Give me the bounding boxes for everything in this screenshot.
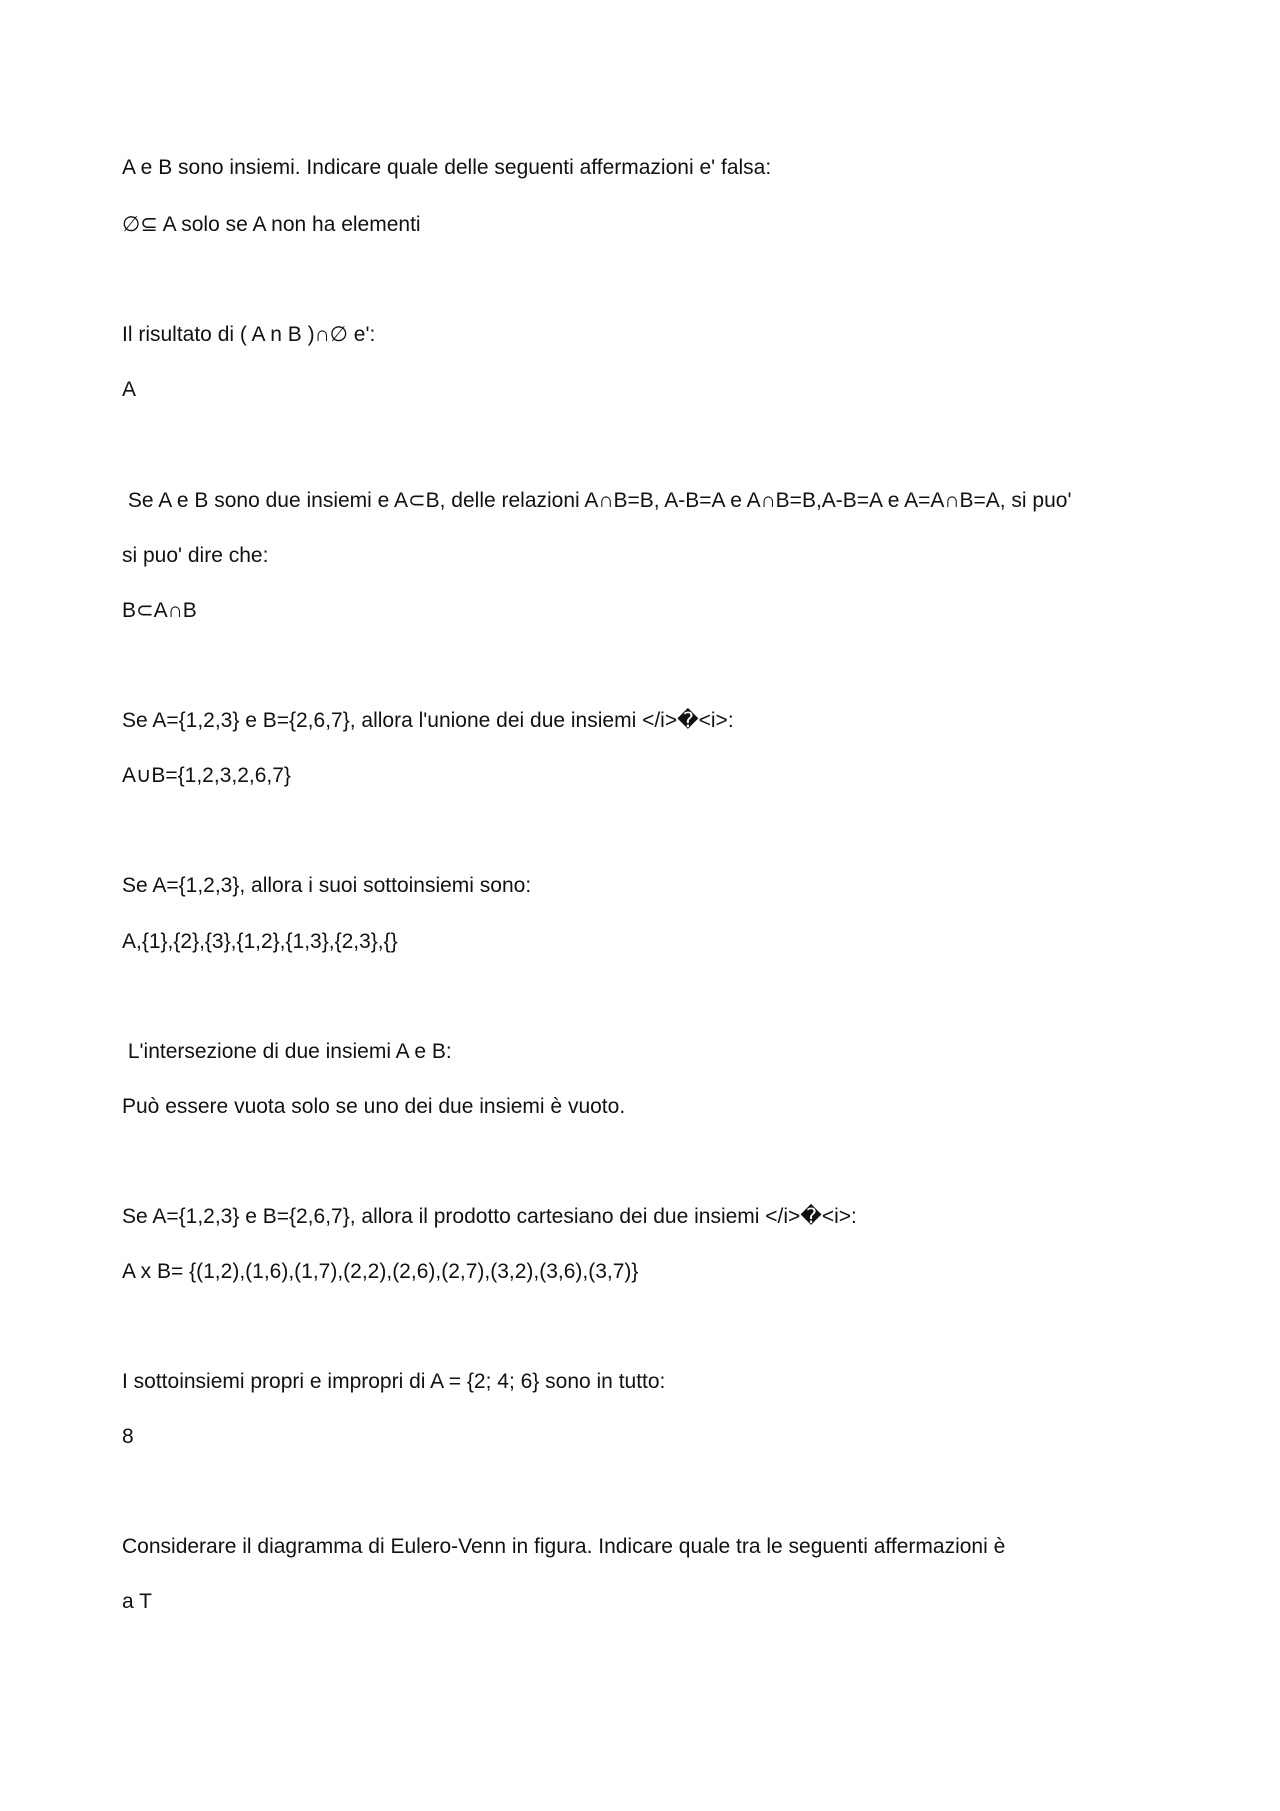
answer-1: ∅⊆ A solo se A non ha elementi <box>122 213 421 236</box>
question-5: Se A={1,2,3}, allora i suoi sottoinsiemi sono: <box>122 874 532 897</box>
answer-4: A∪B={1,2,3,2,6,7} <box>122 764 291 787</box>
question-7: Se A={1,2,3} e B={2,6,7}, allora il prodotto cartesiano dei due insiemi </i>�<i>: <box>122 1205 857 1228</box>
question-3-continued: si puo' dire che: <box>122 544 269 567</box>
answer-2: A <box>122 378 137 401</box>
answer-8: 8 <box>122 1425 134 1448</box>
answer-7: A x B= {(1,2),(1,6),(1,7),(2,2),(2,6),(2,7),(3,2),(3,6),(3,7)} <box>122 1260 639 1283</box>
question-2: Il risultato di ( A n B )∩∅ e': <box>122 323 376 346</box>
answer-6: Può essere vuota solo se uno dei due insiemi è vuoto. <box>122 1095 626 1118</box>
question-8: I sottoinsiemi propri e impropri di A = {2; 4; 6} sono in tutto: <box>122 1370 666 1393</box>
question-9: Considerare il diagramma di Eulero-Venn in figura. Indicare quale tra le seguenti affermazioni è <box>122 1535 1006 1558</box>
answer-3: B⊂A∩B <box>122 599 197 622</box>
answer-9: a T <box>122 1590 152 1613</box>
question-1: A e B sono insiemi. Indicare quale delle seguenti affermazioni e' falsa: <box>122 156 772 179</box>
question-4: Se A={1,2,3} e B={2,6,7}, allora l'unione dei due insiemi </i>�<i>: <box>122 709 734 732</box>
question-3: Se A e B sono due insiemi e A⊂B, delle relazioni A∩B=B, A-B=A e A∩B=B,A-B=A e A=A∩B=A, si puo' <box>122 489 1072 512</box>
question-6: L'intersezione di due insiemi A e B: <box>122 1040 452 1063</box>
answer-5: A,{1},{2},{3},{1,2},{1,3},{2,3},{} <box>122 930 398 953</box>
